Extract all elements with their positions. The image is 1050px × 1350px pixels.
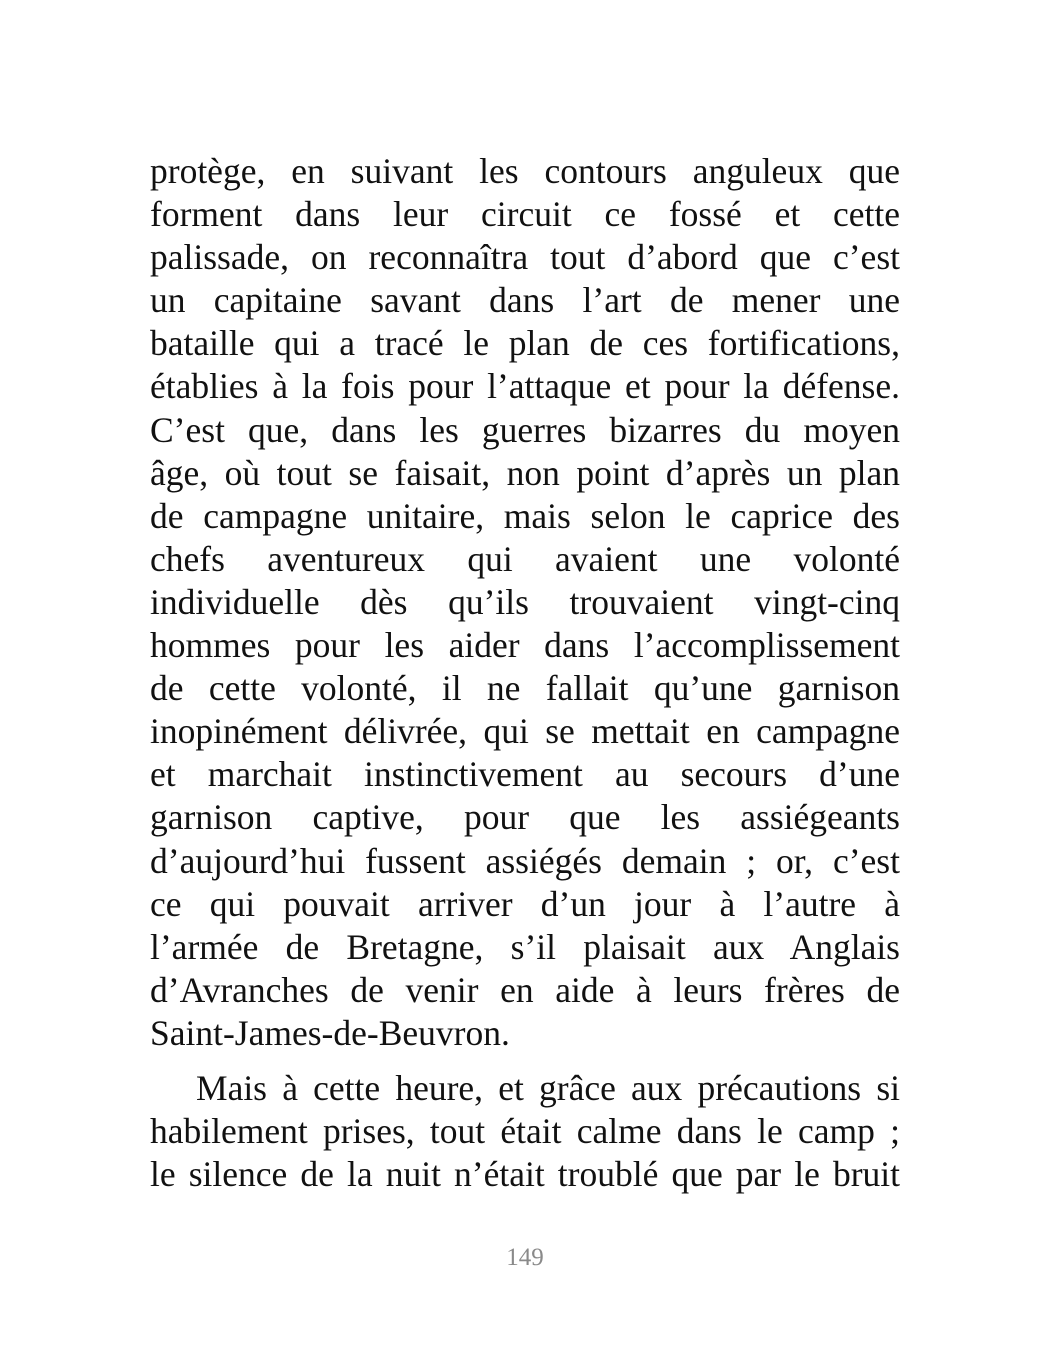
text-line: hommes pour les aider dans l’accomplissement [150,625,900,666]
text-line: palissade, on reconnaîtra tout d’abord que c’est [150,237,900,278]
body-text [150,150,900,1196]
text-line: garnison captive, pour que les assiégeants [150,797,900,838]
text-line: l’armée de Bretagne, s’il plaisait aux Anglais [150,926,900,967]
text-line: un capitaine savant dans l’art de mener une [150,280,900,321]
text-line: établies à la fois pour l’attaque et pour la défense. [150,366,900,407]
text-line: bataille qui a tracé le plan de ces fortifications, [150,323,900,364]
text-line: inopinément délivrée, qui se mettait en campagne [150,711,900,752]
text-line: d’aujourd’hui fussent assiégés demain ; or, c’est [150,840,900,881]
paragraph [150,150,900,1055]
text-line: âge, où tout se faisait, non point d’après un plan [150,452,900,493]
text-line: protège, en suivant les contours anguleux que [150,151,900,191]
text-line: ce qui pouvait arriver d’un jour à l’autre à [150,883,900,924]
text-line: et marchait instinctivement au secours d’une [150,754,900,795]
paragraph [150,1067,900,1196]
page-number: 149 [506,1244,544,1271]
text-line: individuelle dès qu’ils trouvaient vingt-cinq [150,581,900,622]
text-line: de campagne unitaire, mais selon le caprice des [150,495,900,536]
text-line: Mais à cette heure, et grâce aux précautions si [196,1067,900,1108]
text-line: forment dans leur circuit ce fossé et cette [150,194,900,235]
text-line: Saint-James-de-Beuvron. [150,1012,510,1053]
text-line: C’est que, dans les guerres bizarres du moyen [150,409,900,450]
text-line: de cette volonté, il ne fallait qu’une garnison [150,668,900,709]
text-line: habilement prises, tout était calme dans le camp ; [150,1111,900,1152]
text-line: chefs aventureux qui avaient une volonté [150,538,900,579]
text-line: le silence de la nuit n’était troublé que par le bruit [150,1154,900,1195]
text-line: d’Avranches de venir en aide à leurs frères de [150,969,900,1010]
paragraph-spacer [150,1055,900,1067]
